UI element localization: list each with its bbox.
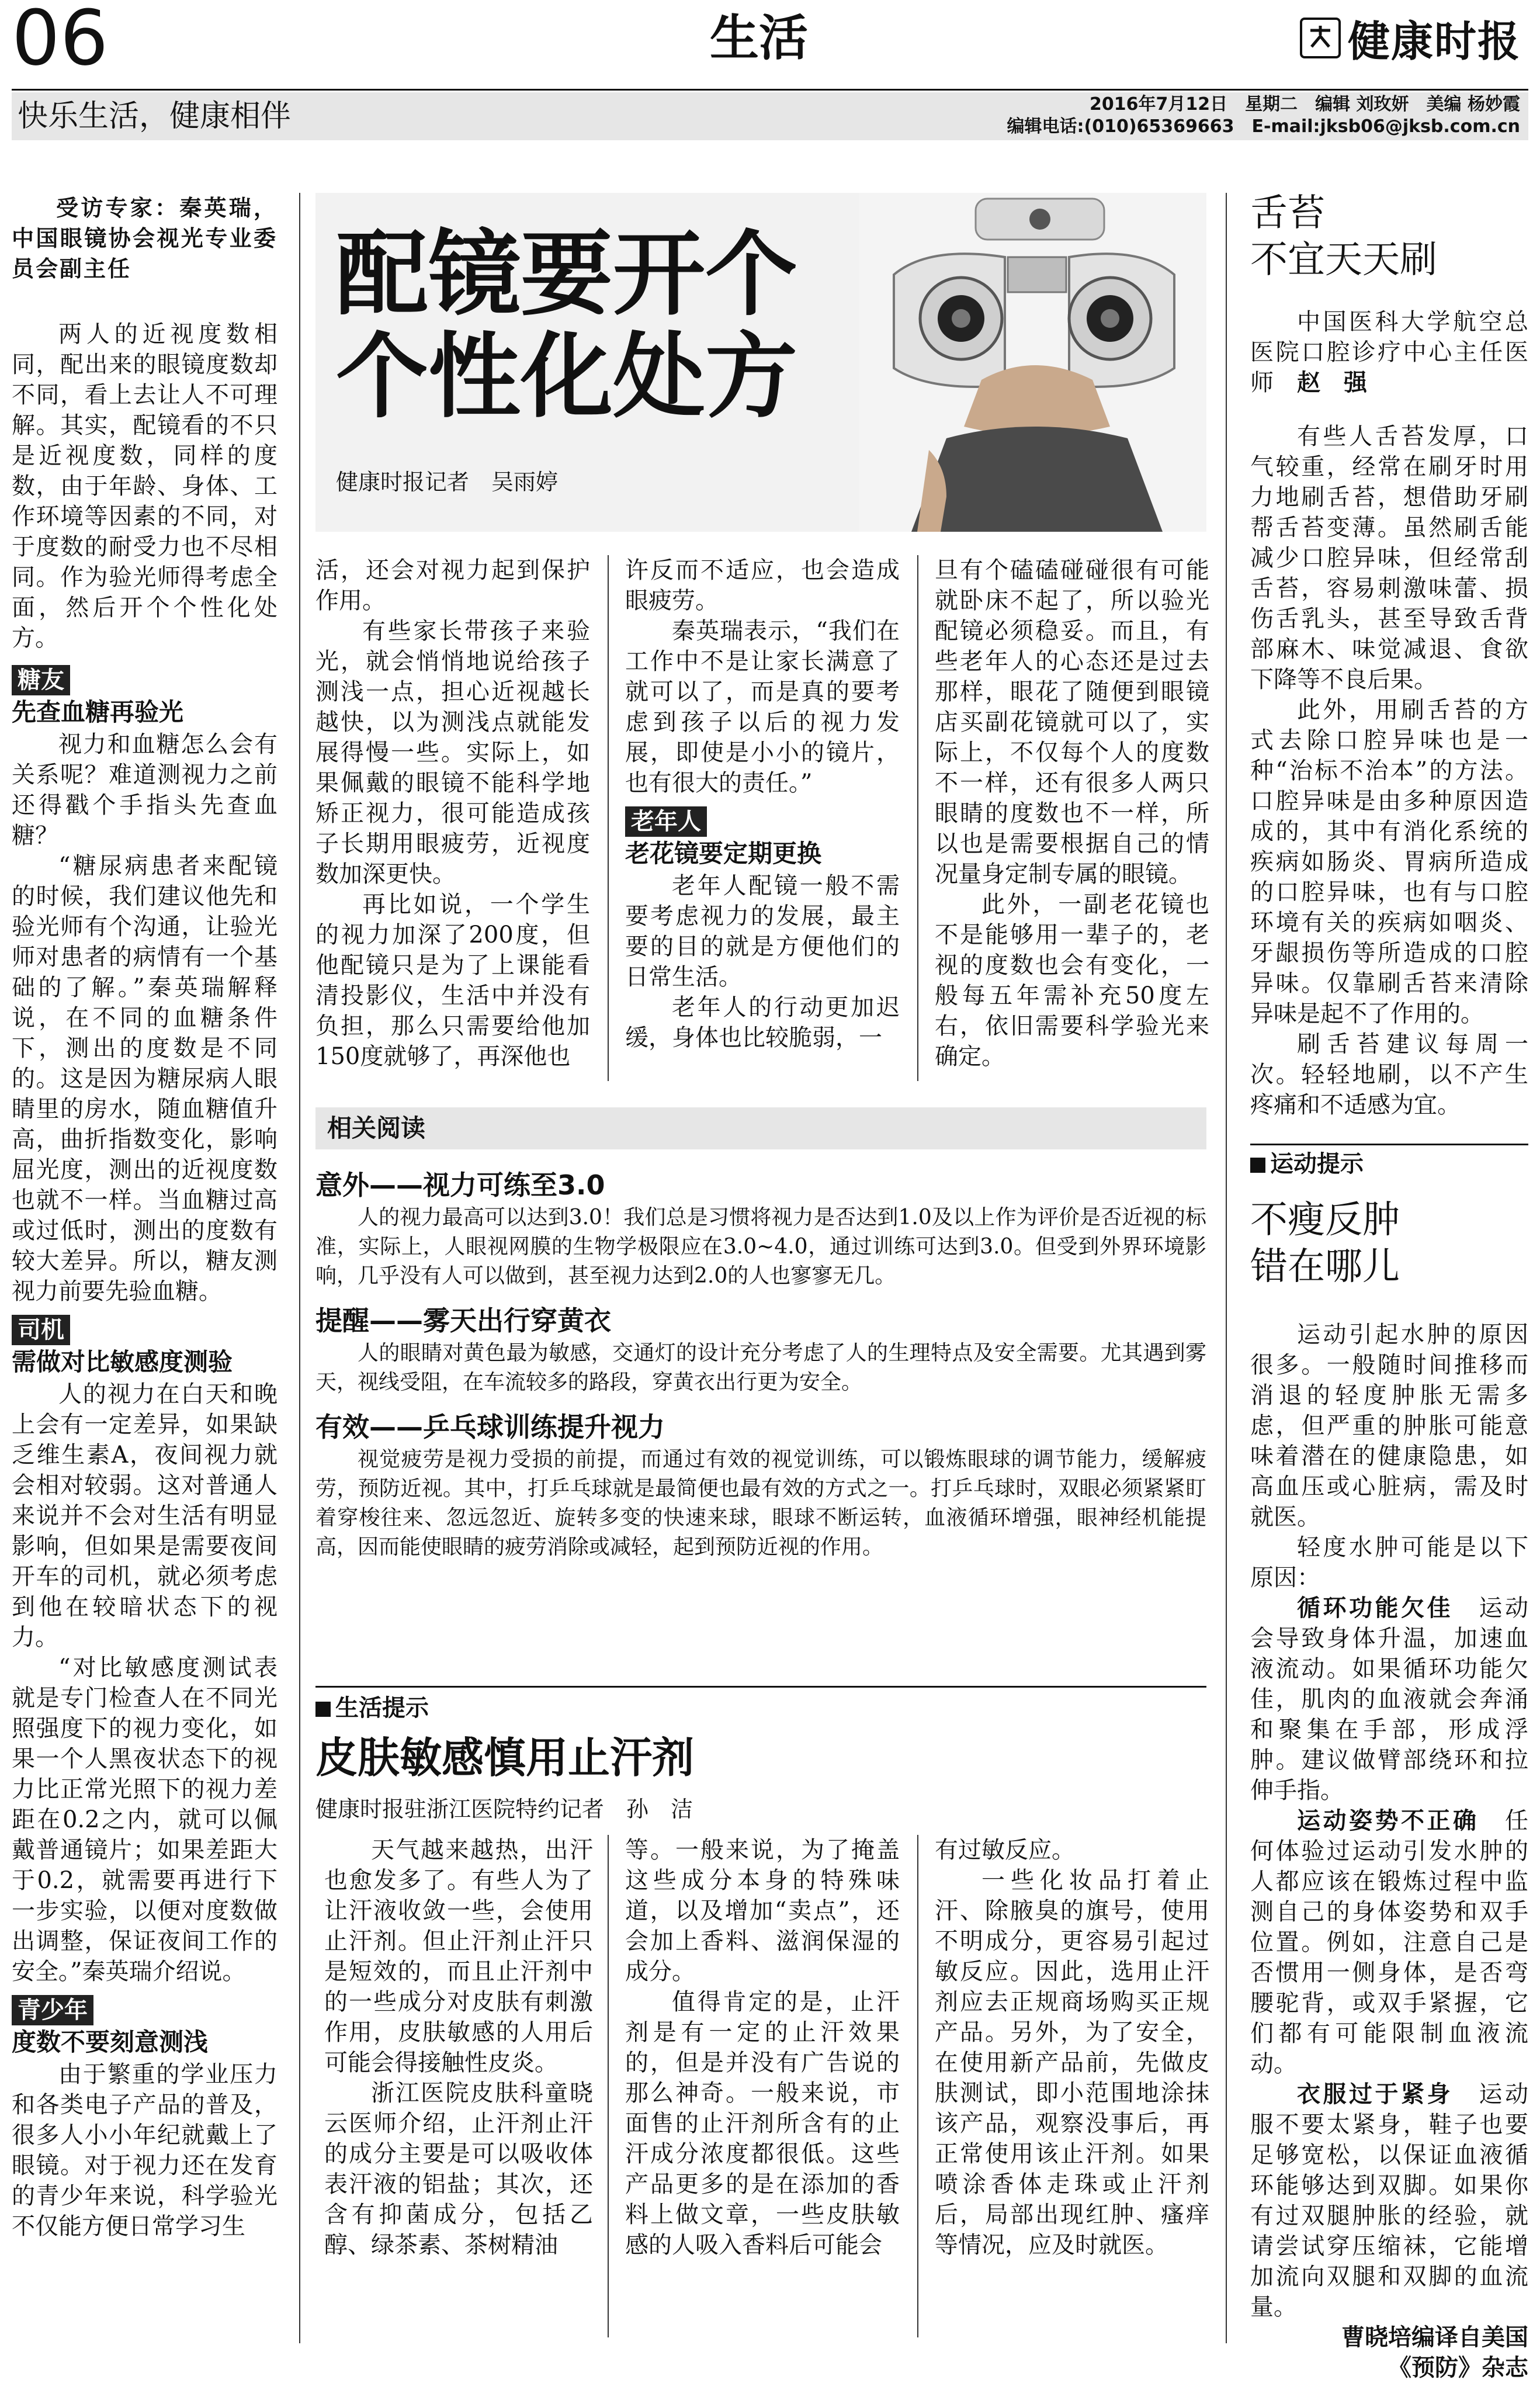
expert-note: 受访专家：秦英瑞，中国眼镜协会视光专业委员会副主任 <box>12 195 278 282</box>
byline: 健康时报记者 吴雨婷 <box>336 469 559 495</box>
slogan: 快乐生活，健康相伴 <box>18 99 292 134</box>
skin-col-3 <box>935 1835 1209 2260</box>
divider-main-2 <box>608 555 609 1081</box>
divider-right <box>1226 193 1227 2343</box>
logo <box>1300 12 1521 64</box>
reason-2-head: 运动姿势不正确 <box>1297 1807 1479 1834</box>
s2-paragraph-2: “对比敏感度测试表就是专门检查人在不同光照强度下的视力变化，如果一个人黑夜状态下的视力比正常光照下的视力差距在0.2之内，就可以佩戴普通镜片；如果差距大于0.2，就需要再进行下一步实验，以便对度数做出调整，保证夜间工作的安全。”秦英瑞介绍说。 <box>12 1654 278 1985</box>
tag-elderly: 老年人 <box>625 806 707 837</box>
c2-paragraph-2: 有些家长带孩子来验光，就会悄悄地说给孩子测浅一点，担心近视越长越快，以为测浅点就能发展得慢一些。实际上，如果佩戴的眼镜不能科学地矫正视力，很可能造成孩子长期用眼疲劳，近视度数加深更快。 <box>315 618 590 888</box>
c3-paragraph-1: 许反而不适应，也会造成眼疲劳。 <box>625 557 900 614</box>
headline-box <box>315 193 1206 532</box>
skin-top-rule <box>315 1686 1206 1688</box>
reason-1-head: 循环功能欠佳 <box>1297 1595 1453 1622</box>
tag-driver: 司机 <box>12 1315 70 1345</box>
logo-mark-icon <box>1300 18 1341 58</box>
right-column <box>1250 190 1528 2383</box>
related-title-3: 有效——乒乓球训练提升视力 <box>315 1411 665 1443</box>
related-header: 相关阅读 <box>315 1107 1206 1149</box>
related-body-2: 人的眼睛对黄色最为敏感，交通灯的设计充分考虑了人的生理特点及安全需要。尤其遇到雾天，视线受阻，在车流较多的路段，穿黄衣出行更为安全。 <box>315 1341 1206 1394</box>
swelling-reason-2 <box>1250 1806 1528 2079</box>
related-body-3: 视觉疲劳是视力受损的前提，而通过有效的视觉训练，可以锻炼眼球的调节能力，缓解疲劳，预防近视。其中，打乒乓球就是最简便也最有效的方式之一。打乒乓球时，双眼必须紧紧盯着穿梭往来、忽远忽近、旋转多变的快速来球，眼球不断运转，血液循环增强，眼神经机能提高，因而能使眼睛的疲劳消除或减轻，起到预防近视的作用。 <box>315 1447 1206 1559</box>
main-col-3 <box>625 555 900 1053</box>
slogan-band <box>12 92 1528 140</box>
contact-line: 编辑电话:(010)65369663 E-mail:jksb06@jksb.com.cn <box>1007 116 1520 137</box>
main-col-2 <box>315 555 590 1072</box>
reason-3-head: 衣服过于紧身 <box>1297 2081 1453 2108</box>
related-title-1: 意外——视力可练至3.0 <box>315 1169 605 1201</box>
reason-1-body: 运动会导致身体升温，加速血液流动。如果循环功能欠佳，肌肉的血液就会奔涌和聚集在手部，形成浮肿。建议做臂部绕环和拉伸手指。 <box>1250 1595 1528 1804</box>
swelling-title-1: 不瘦反肿 <box>1250 1199 1400 1242</box>
tongue-title-1: 舌苔 <box>1250 192 1325 235</box>
headline-line-2: 个性化处方 <box>336 323 797 431</box>
skin-col-2 <box>625 1835 900 2260</box>
main-col-4 <box>935 555 1209 1072</box>
section-title: 生活 <box>710 9 809 67</box>
skin-headline: 皮肤敏感慎用止汗剂 <box>315 1733 695 1782</box>
tongue-author-name: 赵 强 <box>1297 369 1367 396</box>
skin-c1-paragraph-2: 浙江医院皮肤科童晓云医师介绍，止汗剂止汗的成分主要是可以吸收体表汗液的铝盐；其次，还含有抑菌成分，包括乙醇、绿茶素、茶树精油 <box>324 2080 593 2259</box>
s1-paragraph-2: “糖尿病患者来配镜的时候，我们建议他先和验光师有个沟通，让验光师对患者的病情有一个基础的了解。”秦英瑞解释说，在不同的血糖条件下，测出的度数是不同的。这是因为糖尿病人眼睛里的房水，随血糖值升高，曲折指数变化，影响屈光度，测出的近视度数也就不一样。当血糖过高或过低时，测出的度数有较大差异。所以，糖友测视力前要先验血糖。 <box>12 853 278 1305</box>
skin-section-tag <box>315 1692 429 1724</box>
subhead-diabetes: 先查血糖再验光 <box>12 698 184 726</box>
tongue-author <box>1250 307 1528 398</box>
square-bullet-icon <box>1250 1158 1265 1173</box>
swelling-title-2: 错在哪儿 <box>1250 1245 1400 1289</box>
divider-skin-1 <box>608 1835 609 2337</box>
s3-paragraph-1: 由于繁重的学业压力和各类电子产品的普及，很多人小小年纪就戴上了眼镜。对于视力还在发育的青少年来说，科学验光不仅能方便日常学习生 <box>12 2061 278 2240</box>
date-line: 2016年7月12日 星期二 编辑 刘玫妍 美编 杨妙霞 <box>1089 94 1520 115</box>
reason-3-body: 运动服不要太紧身，鞋子也要足够宽松，以保证血液循环能够达到双脚。如果你有过双腿肿胀的经验，就请尝试穿压缩袜，它能增加流向双腿和双脚的血流量。 <box>1250 2081 1528 2320</box>
headline-line-1: 配镜要开个 <box>336 220 797 328</box>
related-body-1: 人的视力最高可以达到3.0！我们总是习惯将视力是否达到1.0及以上作为评价是否近视的标准，实际上，人眼视网膜的生物学极限应在3.0~4.0，通过训练可达到3.0。但受到外界环境影响，几乎没有人可以做到，甚至视力达到2.0的人也寥寥无几。 <box>315 1206 1206 1288</box>
skin-byline: 健康时报驻浙江医院特约记者 孙 洁 <box>315 1796 693 1822</box>
tongue-title-2: 不宜天天刷 <box>1250 238 1437 282</box>
s2-paragraph-1: 人的视力在白天和晚上会有一定差异，如果缺乏维生素A，夜间视力就会相对较弱。这对普通人来说并不会对生活有明显影响，但如果是需要夜间开车的司机，就必须考虑到他在较暗状态下的视力。 <box>12 1381 278 1651</box>
divider-skin-2 <box>917 1835 918 2337</box>
skin-c1-paragraph-1: 天气越来越热，出汗也愈发多了。有些人为了让汗液收敛一些，会使用止汗剂。但止汗剂止汗只是短效的，而且止汗剂中的一些成分对皮肤有刺激作用，皮肤敏感的人用后可能会得接触性皮炎。 <box>324 1837 593 2076</box>
skin-section-label: 生活提示 <box>335 1695 429 1722</box>
c2-paragraph-1: 活，还会对视力起到保护作用。 <box>315 557 590 614</box>
phoropter-photo <box>859 193 1206 532</box>
logo-text: 健康时报 <box>1348 16 1521 66</box>
c3-paragraph-2: 秦英瑞表示，“我们在工作中不是让家长满意了就可以了，而是真的要考虑到孩子以后的视力发展，即使是小小的镜片，也有很大的责任。” <box>625 618 900 796</box>
c4-paragraph-1: 旦有个磕磕碰碰很有可能就卧床不起了，所以验光配镜必须稳妥。而且，有些老年人的心态还是过去那样，眼花了随便到眼镜店买副花镜就可以了，实际上，不仅每个人的度数不一样，还有很多人两只眼睛的度数也不一样，所以也是需要根据自己的情况量身定制专属的眼镜。 <box>935 557 1209 888</box>
masthead-rule <box>12 89 1528 91</box>
skin-col-1 <box>324 1835 593 2260</box>
skin-c3-paragraph-2: 一些化妆品打着止汗、除腋臭的旗号，使用不明成分，更容易引起过敏反应。因此，选用止汗剂应去正规商场购买正规产品。另外，为了安全，在使用新产品前，先做皮肤测试，即小范围地涂抹该产品，观察没事后，再正常使用该止汗剂。如果喷涂香体走珠或止汗剂后，局部出现红肿、瘙痒等情况，应及时就医。 <box>935 1867 1209 2259</box>
main-col-1 <box>12 193 278 2242</box>
tongue-paragraph-1: 有些人舌苔发厚，口气较重，经常在刷牙时用力地刷舌苔，想借助牙刷帮舌苔变薄。虽然刷舌能减少口腔异味，但经常刮舌苔，容易刺激味蕾、损伤舌乳头，甚至导致舌背部麻木、味觉减退、食欲下降等不良后果。 <box>1250 423 1528 693</box>
c3-paragraph-3: 老年人配镜一般不需要考虑视力的发展，最主要的目的就是方便他们的日常生活。 <box>625 872 900 990</box>
related-reading <box>315 1107 1206 1562</box>
c4-paragraph-2: 此外，一副老花镜也不是能够用一辈子的，老视的度数也会有变化，一般每五年需补充50度左右，依旧需要科学验光来确定。 <box>935 891 1209 1070</box>
swelling-paragraph-1: 运动引起水肿的原因很多。一般随时间推移而消退的轻度肿胀无需多虑，但严重的肿胀可能意味着潜在的健康隐患，如高血压或心脏病，需及时就医。 <box>1250 1321 1528 1530</box>
swelling-section-label: 运动提示 <box>1270 1151 1364 1177</box>
subhead-driver: 需做对比敏感度测验 <box>12 1348 233 1376</box>
swelling-paragraph-2: 轻度水肿可能是以下原因： <box>1250 1534 1528 1591</box>
s1-paragraph-1: 视力和血糖怎么会有关系呢？难道测视力之前还得戳个手指头先查血糖？ <box>12 731 278 849</box>
tongue-paragraph-3: 刷舌苔建议每周一次。轻轻地刷，以不产生疼痛和不适感为宜。 <box>1250 1031 1528 1118</box>
subhead-teen: 度数不要刻意测浅 <box>12 2028 209 2056</box>
subhead-elderly: 老花镜要定期更换 <box>625 839 822 868</box>
divider-main-3 <box>917 555 918 1081</box>
page-number: 06 <box>12 0 109 82</box>
swelling-reason-1 <box>1250 1593 1528 1806</box>
related-title-2: 提醒——雾天出行穿黄衣 <box>315 1305 611 1336</box>
skin-c2-paragraph-1: 等。一般来说，为了掩盖这些成分本身的特殊味道，以及增加“卖点”，还会加上香料、滋润保湿的成分。 <box>625 1837 900 1985</box>
swelling-credit: 曹晓培编译自美国《预防》杂志 <box>1341 2324 1528 2381</box>
skin-c3-paragraph-1: 有过敏反应。 <box>935 1837 1075 1864</box>
intro-paragraph: 两人的近视度数相同，配出来的眼镜度数却不同，看上去让人不可理解。其实，配镜看的不只是近视度数，同样的度数，由于年龄、身体、工作环境等因素的不同，对于度数的耐受力也不尽相同。作为验光师得考虑全面，然后开个个性化处方。 <box>12 321 278 652</box>
c2-paragraph-3: 再比如说，一个学生的视力加深了200度，但他配镜只是为了上课能看清投影仪，生活中并没有负担，那么只需要给他加150度就够了，再深他也 <box>315 891 590 1070</box>
reason-2-body: 任何体验过运动引发水肿的人都应该在锻炼过程中监测自己的身体姿势和双手位置。例如，注意自己是否惯用一侧身体，是否弯腰驼背，或双手紧握，它们都有可能限制血液流动。 <box>1250 1807 1528 2077</box>
skin-c2-paragraph-2: 值得肯定的是，止汗剂是有一定的止汗效果的，但是并没有广告说的那么神奇。一般来说，市面售的止汗剂所含有的止汗成分浓度都很低。这些产品更多的是在添加的香料上做文章，一些皮肤敏感的人吸入香料后可能会 <box>625 1989 900 2259</box>
tongue-paragraph-2: 此外，用刷舌苔的方式去除口腔异味也是一种“治标不治本”的方法。口腔异味是由多种原因造成的，其中有消化系统的疾病如肠炎、胃病所造成的口腔异味，也有与口腔环境有关的疾病如咽炎、牙龈损伤等所造成的口腔异味。仅靠刷舌苔来清除异味是起不了作用的。 <box>1250 697 1528 1027</box>
c3-paragraph-4: 老年人的行动更加迟缓，身体也比较脆弱，一 <box>625 994 900 1051</box>
divider-left <box>299 193 300 2343</box>
tag-teen: 青少年 <box>12 1995 93 2025</box>
tag-diabetes: 糖友 <box>12 665 70 695</box>
square-bullet-icon <box>315 1702 331 1717</box>
tongue-author-intro: 中国医科大学航空总医院口腔诊疗中心主任医师 <box>1250 309 1528 396</box>
swelling-reason-3 <box>1250 2079 1528 2322</box>
swelling-section-tag <box>1250 1144 1528 1179</box>
